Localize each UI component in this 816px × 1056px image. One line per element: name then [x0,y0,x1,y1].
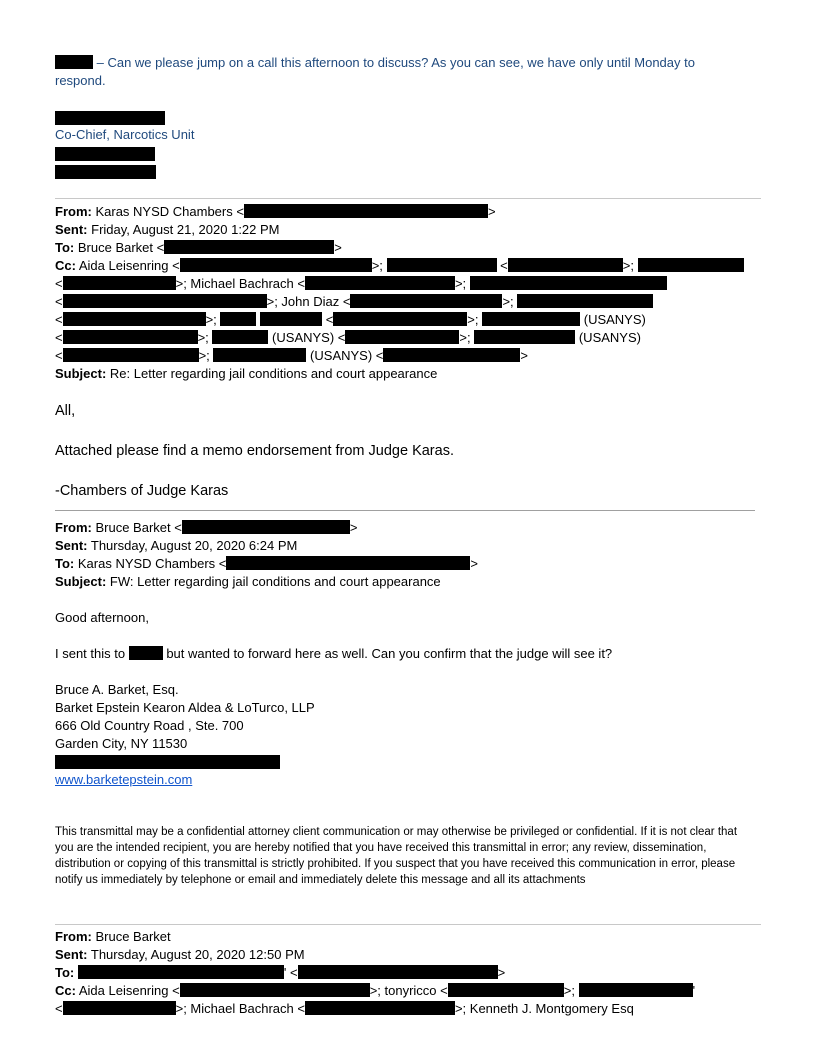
email2-greeting: Good afternoon, [55,610,149,625]
redaction [63,348,199,362]
sig-name: Bruce A. Barket, Esq. [55,682,179,697]
redaction [55,55,93,69]
email1-subject: Subject: Re: Letter regarding jail conditions and court appearance [55,366,438,381]
redaction [55,147,155,161]
redaction [260,312,322,326]
redaction [474,330,575,344]
redaction [63,276,176,290]
redaction [350,294,502,308]
redaction [333,312,467,326]
email1-sent: Sent: Friday, August 21, 2020 1:22 PM [55,222,280,237]
redaction [213,348,306,362]
redaction [226,556,470,570]
redaction [180,983,370,997]
redaction [182,520,350,534]
email1-cc-line2: < >; Michael Bachrach < >; [55,275,667,293]
email2-to: To: Karas NYSD Chambers < > [55,556,478,571]
redaction [638,258,744,272]
email1-from: From: Karas NYSD Chambers < > [55,204,496,219]
email3-cc-line2: < >; Michael Bachrach < >; Kenneth J. Montgomery Esq [55,1001,634,1016]
redaction [63,312,206,326]
email1-signoff: -Chambers of Judge Karas [55,483,229,499]
redaction [55,755,280,769]
email1-cc: Cc: Aida Leisenring < >; < >; [55,257,744,275]
email2-from: From: Bruce Barket < > [55,520,358,535]
redaction [508,258,623,272]
sig-address-line1: 666 Old Country Road , Ste. 700 [55,718,244,733]
redaction [298,965,498,979]
email1-cc-line4: < >; < >; (USANYS) [55,312,646,327]
redaction [345,330,459,344]
redaction [448,983,564,997]
redaction [579,983,693,997]
redaction [387,258,497,272]
website-link[interactable]: www.barketepstein.com [55,772,193,787]
redaction [78,965,284,979]
redaction [63,294,267,308]
signature-title: Co-Chief, Narcotics Unit [55,127,195,142]
divider [55,510,755,511]
redaction [63,1001,176,1015]
email1-to: To: Bruce Barket < > [55,240,342,255]
email3-sent: Sent: Thursday, August 20, 2020 12:50 PM [55,947,305,962]
redaction [63,330,198,344]
email1-cc-line6: < >; (USANYS) < > [55,348,528,363]
redaction [129,646,163,660]
redaction [220,312,256,326]
redaction [55,165,156,179]
intro-message: – Can we please jump on a call this afternoon to discuss? As you can see, we have only until Monday to [55,54,695,72]
intro-message-cont: respond. [55,73,106,88]
email1-cc-line3: < >; John Diaz < >; [55,293,653,311]
redaction [517,294,653,308]
email3-to: To: ' < > [55,965,506,980]
email2-body: I sent this to but wanted to forward here as well. Can you confirm that the judge will see it? [55,646,613,661]
redaction [383,348,520,362]
email2-sent: Sent: Thursday, August 20, 2020 6:24 PM [55,538,298,553]
redaction [55,111,165,125]
redaction [482,312,580,326]
email3-from: From: Bruce Barket [55,929,171,944]
redaction [244,204,488,218]
redaction [164,240,334,254]
email3-cc: Cc: Aida Leisenring < >; tonyricco < >; ' [55,983,696,998]
divider [55,924,761,925]
email1-body: Attached please find a memo endorsement from Judge Karas. [55,443,454,459]
redaction [470,276,667,290]
email2-subject: Subject: FW: Letter regarding jail conditions and court appearance [55,574,441,589]
redaction [212,330,268,344]
email1-cc-line5: < >; (USANYS) < >; (USANYS) [55,330,641,345]
email1-greeting: All, [55,403,76,419]
sig-firm: Barket Epstein Kearon Aldea & LoTurco, LLP [55,700,315,715]
divider [55,198,761,199]
redaction [180,258,372,272]
disclaimer: This transmittal may be a confidential attorney client communication or may otherwise be privileged or confidential. If it is not clear that you are the intended recipient, you are hereby notified that you have received this transmittal in error; any review, dissemination, distribution or copying of this transmittal is strictly prohibited. If you suspect that you have received this communication in error, please notify us immediately by telephone or email and immediately delete this message and all its attachments [55,826,738,886]
sig-address-line2: Garden City, NY 11530 [55,736,188,751]
redaction [305,1001,455,1015]
redaction [305,276,455,290]
